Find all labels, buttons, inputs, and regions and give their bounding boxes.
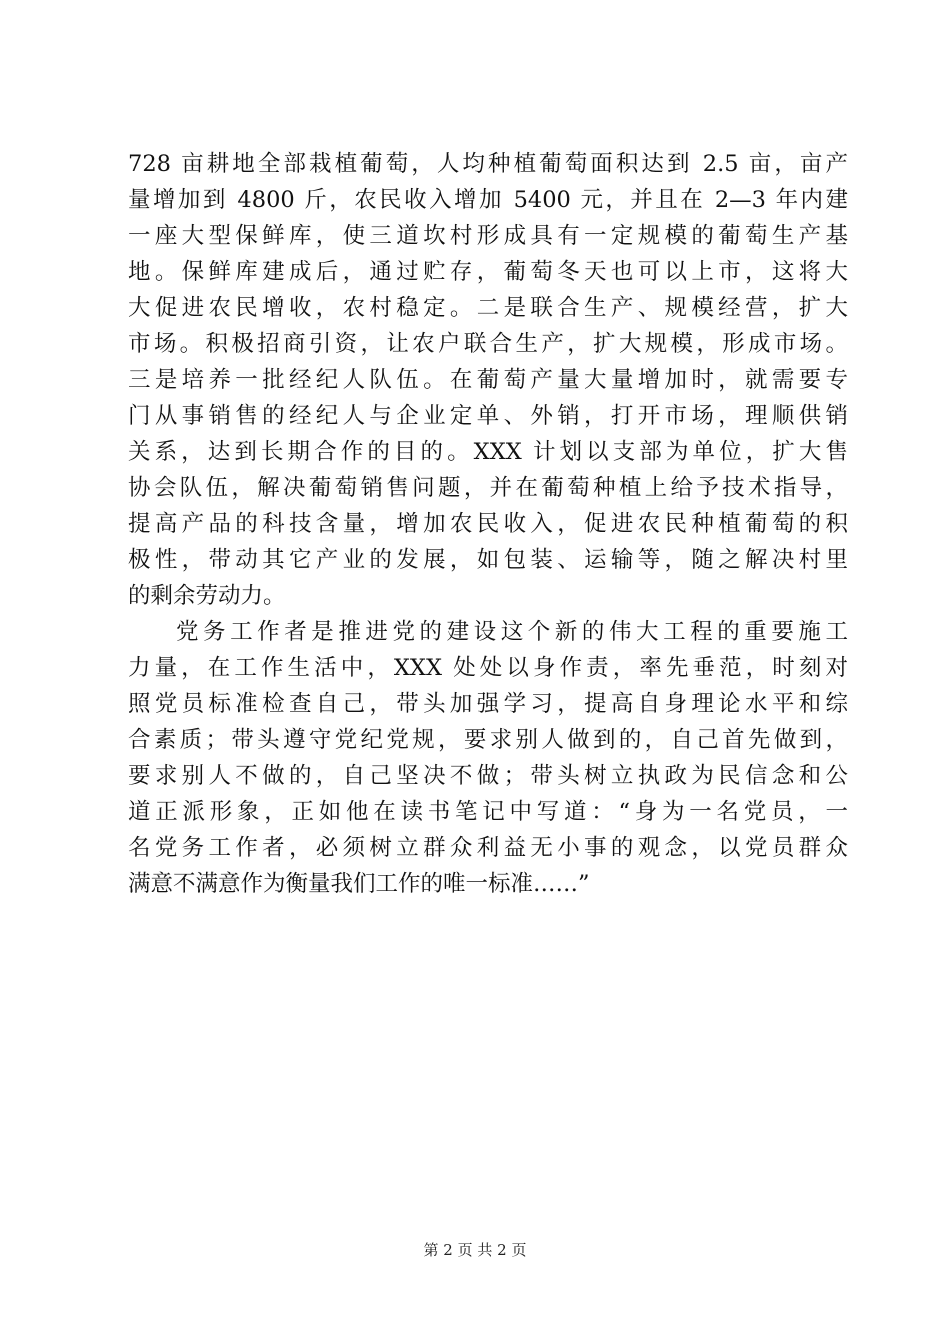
paragraph-1 — [128, 146, 848, 614]
text-line: 提高产品的科技含量，增加农民收入，促进农民种植葡萄的积 — [128, 511, 848, 537]
text-line: 照党员标准检查自己，带头加强学习，提高自身理论水平和综 — [128, 691, 848, 717]
text-line: 的剩余劳动力。 — [128, 583, 286, 609]
text-line: 一座大型保鲜库，使三道坎村形成具有一定规模的葡萄生产基 — [128, 223, 848, 249]
text-line: 协会队伍，解决葡萄销售问题，并在葡萄种植上给予技术指导， — [128, 475, 848, 501]
text-line: 要求别人不做的，自己坚决不做；带头树立执政为民信念和公 — [128, 763, 848, 789]
text-line: 道正派形象，正如他在读书笔记中写道：“身为一名党员，一 — [128, 799, 848, 825]
page-number-footer: 第 2 页 共 2 页 — [423, 1241, 527, 1259]
text-line: 党务工作者是推进党的建设这个新的伟大工程的重要施工 — [176, 619, 848, 645]
text-line: 大促进农民增收，农村稳定。二是联合生产、规模经营，扩大 — [128, 295, 848, 321]
text-line: 三是培养一批经纪人队伍。在葡萄产量大量增加时，就需要专 — [128, 367, 848, 393]
text-line: 力量，在工作生活中，XXX 处处以身作责，率先垂范，时刻对 — [128, 655, 848, 681]
text-line: 地。保鲜库建成后，通过贮存，葡萄冬天也可以上市，这将大 — [128, 259, 848, 285]
text-line: 关系，达到长期合作的目的。XXX 计划以支部为单位，扩大售 — [128, 439, 848, 465]
text-line: 合素质；带头遵守党纪党规，要求别人做到的，自己首先做到， — [128, 727, 848, 753]
text-line: 门从事销售的经纪人与企业定单、外销，打开市场，理顺供销 — [128, 403, 848, 429]
text-line: 量增加到 4800 斤，农民收入增加 5400 元，并且在 2—3 年内建 — [128, 187, 848, 213]
document-body — [128, 146, 848, 902]
text-line: 极性，带动其它产业的发展，如包装、运输等，随之解决村里 — [128, 547, 848, 573]
text-line: 728 亩耕地全部栽植葡萄，人均种植葡萄面积达到 2.5 亩，亩产 — [128, 151, 848, 177]
text-line: 名党务工作者，必须树立群众利益无小事的观念，以党员群众 — [128, 835, 848, 861]
text-line: 市场。积极招商引资，让农户联合生产，扩大规模，形成市场。 — [128, 331, 848, 357]
paragraph-2 — [128, 614, 848, 902]
text-line: 满意不满意作为衡量我们工作的唯一标准……” — [128, 871, 590, 897]
